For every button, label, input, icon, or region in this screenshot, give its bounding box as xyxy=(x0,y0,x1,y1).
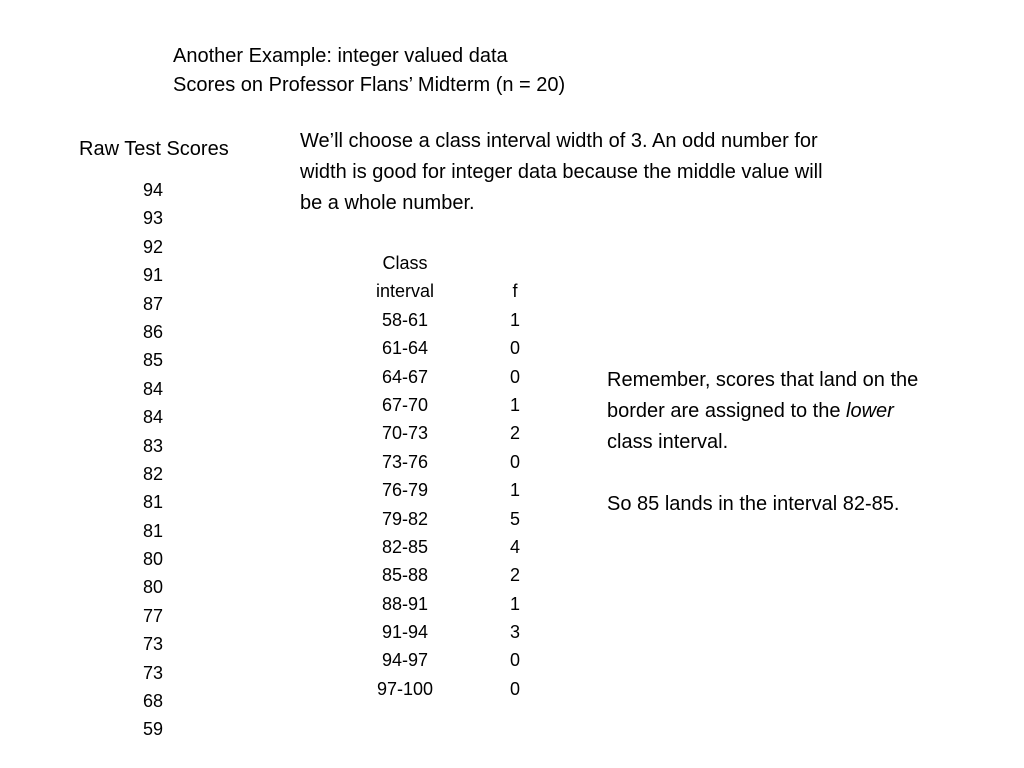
table-row xyxy=(350,590,570,618)
table-row xyxy=(350,391,570,419)
header-interval: interval xyxy=(375,281,435,302)
table-row xyxy=(350,533,570,561)
interval-cell: 94-97 xyxy=(381,650,429,671)
frequency-cell: 0 xyxy=(509,366,520,387)
table-row xyxy=(350,646,570,674)
raw-score-item: 85 xyxy=(142,350,164,371)
frequency-cell: 0 xyxy=(509,338,520,359)
title-line-2: Scores on Professor Flans’ Midterm (n = 20) xyxy=(173,74,566,96)
table-row xyxy=(350,505,570,533)
interval-cell: 70-73 xyxy=(381,423,429,444)
table-row xyxy=(350,363,570,391)
raw-score-item: 68 xyxy=(142,691,164,712)
interval-cell: 76-79 xyxy=(381,480,429,501)
raw-score-item: 81 xyxy=(142,520,164,541)
interval-cell: 91-94 xyxy=(381,622,429,643)
raw-score-item: 59 xyxy=(142,719,164,740)
frequency-cell: 3 xyxy=(509,622,520,643)
title-line-1: Another Example: integer valued data xyxy=(173,45,508,67)
note-paragraph-1 xyxy=(607,365,937,458)
raw-score-item: 81 xyxy=(142,492,164,513)
interval-cell: 67-70 xyxy=(381,394,429,415)
note-block xyxy=(607,365,937,520)
table-row xyxy=(350,618,570,646)
table-row xyxy=(350,561,570,589)
raw-score-item: 92 xyxy=(142,236,164,257)
frequency-cell: 1 xyxy=(509,309,520,330)
table-row xyxy=(350,675,570,703)
note-paragraph-2: So 85 lands in the interval 82-85. xyxy=(607,493,900,515)
raw-score-item: 91 xyxy=(142,265,164,286)
frequency-cell: 2 xyxy=(509,565,520,586)
table-row xyxy=(350,419,570,447)
table-header-row-2 xyxy=(350,277,570,305)
header-blank xyxy=(460,249,570,277)
note-emphasis: lower xyxy=(846,400,894,422)
frequency-table xyxy=(350,249,570,703)
raw-score-item: 80 xyxy=(142,549,164,570)
frequency-cell: 0 xyxy=(509,678,520,699)
interval-cell: 64-67 xyxy=(381,366,429,387)
raw-scores-heading: Raw Test Scores xyxy=(79,138,229,160)
frequency-cell: 2 xyxy=(509,423,520,444)
frequency-cell: 4 xyxy=(509,536,520,557)
interval-cell: 73-76 xyxy=(381,451,429,472)
intro-paragraph: We’ll choose a class interval width of 3. An odd number for width is good for integer data because the middle value will be a whole number. xyxy=(300,130,823,214)
table-header-row-1 xyxy=(350,249,570,277)
note-text-before: Remember, scores that land on the border are assigned to the xyxy=(607,369,919,422)
table-row xyxy=(350,334,570,362)
raw-score-item: 93 xyxy=(142,208,164,229)
interval-cell: 85-88 xyxy=(381,565,429,586)
raw-score-item: 82 xyxy=(142,463,164,484)
raw-score-item: 84 xyxy=(142,407,164,428)
raw-score-item: 73 xyxy=(142,634,164,655)
interval-cell: 79-82 xyxy=(381,508,429,529)
interval-cell: 88-91 xyxy=(381,593,429,614)
interval-cell: 61-64 xyxy=(381,338,429,359)
raw-score-item: 83 xyxy=(142,435,164,456)
raw-score-item: 84 xyxy=(142,378,164,399)
raw-score-item: 94 xyxy=(142,180,164,200)
table-row xyxy=(350,306,570,334)
frequency-cell: 0 xyxy=(509,650,520,671)
raw-score-item: 80 xyxy=(142,577,164,598)
frequency-cell: 5 xyxy=(509,508,520,529)
header-f: f xyxy=(512,281,518,302)
header-class: Class xyxy=(382,253,428,273)
interval-cell: 58-61 xyxy=(381,309,429,330)
interval-cell: 97-100 xyxy=(376,678,434,699)
frequency-cell: 0 xyxy=(509,451,520,472)
table-row xyxy=(350,476,570,504)
frequency-cell: 1 xyxy=(509,480,520,501)
raw-score-item: 73 xyxy=(142,662,164,683)
raw-score-item: 86 xyxy=(142,321,164,342)
note-text-after: class interval. xyxy=(607,431,729,453)
interval-cell: 82-85 xyxy=(381,536,429,557)
raw-score-item: 77 xyxy=(142,605,164,626)
raw-scores-list xyxy=(120,176,186,744)
frequency-cell: 1 xyxy=(509,593,520,614)
table-row xyxy=(350,448,570,476)
frequency-cell: 1 xyxy=(509,394,520,415)
slide-title xyxy=(173,42,565,100)
raw-score-item: 87 xyxy=(142,293,164,314)
